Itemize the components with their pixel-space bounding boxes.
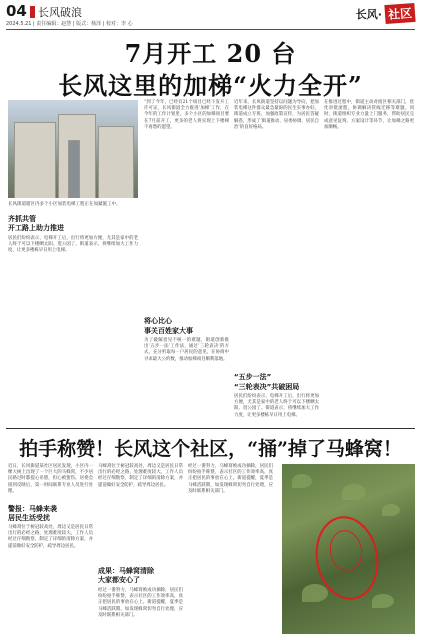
wasp-nest-photo <box>282 464 415 634</box>
article1-paragraph: 居民们纷纷表示，电梯开工后，出行将更加方便，尤其是家中的老人终于可以下楼晒太阳、逛公园了。街道表示，将继续加大工作力度，让更多楼栋早日用上电梯。 <box>234 394 319 418</box>
section-marker <box>30 6 35 18</box>
subhead: 齐抓共管 <box>8 215 36 223</box>
page-number: 04 <box>6 2 27 20</box>
subhead: 开工路上助力推进 <box>8 224 64 232</box>
article-divider <box>6 428 415 429</box>
main-headline-line2: 长风这里的加梯“火力全开” <box>58 71 363 100</box>
page-header <box>0 0 421 30</box>
main-headline-line1: 7月开工 20 台 <box>124 39 297 68</box>
article2-paragraph: 经过一番努力，马蜂窝被成功摘除，居民们纷纷拍手称赞，表示社区的工作效率高，真正把居民的事放在心上。街道提醒，夏季是马蜂活跃期，如发现蜂窝切勿自行处理，应及时联系相关部门。 <box>98 588 183 618</box>
subhead: “三轮表决”共破困局 <box>234 383 300 391</box>
article1-paragraph: 在推进过程中，街道主动对接区相关部门，优化审批流程，协调解决管线迁移等难题。同时，街道组织专业力量上门服务，帮助居民完成意见征询、方案设计等环节，让加梯之路更加顺畅。 <box>324 100 414 130</box>
article2-paragraph: 马蜂窝位于树冠较高处，周边又是居民日常出行的必经之路，处理难度较大。工作人员经过仔细勘察，制定了详细的清除方案，并提前做好安全防护，疏导周边居民。 <box>98 464 183 488</box>
subhead: 将心比心 <box>144 317 172 325</box>
construction-photo <box>8 100 138 198</box>
article1-paragraph: 为了破解意见不统一的难题，街道创新推出‘五步一法’工作法，通过‘三轮表决’的方式，充分听取每一户居民的意见，在协商中寻求最大公约数，推动加梯项目顺利落地。 <box>144 338 229 362</box>
brand-text: 长风· <box>355 7 382 21</box>
second-headline: 拍手称赞！长风这个社区，“捅”掉了马蜂窝！ <box>19 438 402 460</box>
article1-paragraph: 近年来，长风街道坚持以问题为导向，把加装电梯这件群众最急最盼的民生实事办好。街道成立专班，加强政策宣传，为居民答疑解惑，形成了‘街道推动、居委协调、居民自治’的良好格局。 <box>234 100 319 130</box>
brand-seal: 社区 <box>384 3 415 24</box>
subhead: 成果：马蜂窝清除 <box>98 567 154 575</box>
edition-line: 2024.5.21 | 责任编辑：赵慧 | 版式：杨泽 | 校对：李 心 <box>6 21 133 27</box>
subhead: 警报：马蜂来袭 <box>8 505 57 513</box>
article2-paragraph: 经过一番努力，马蜂窝被成功摘除，居民们纷纷拍手称赞，表示社区的工作效率高，真正把居民的事放在心上。街道提醒，夏季是马蜂活跃期，如发现蜂窝切勿自行处理，应及时联系相关部门。 <box>188 464 273 494</box>
subhead: “五步一法” <box>234 373 272 381</box>
article2-paragraph: 马蜂窝位于树冠较高处，周边又是居民日常出行的必经之路，处理难度较大。工作人员经过仔细勘察，制定了详细的清除方案，并提前做好安全防护，疏导周边居民。 <box>8 525 93 549</box>
subhead: 大家都安心了 <box>98 576 140 584</box>
section-name: 长风破浪 <box>38 6 82 19</box>
article1-paragraph: 居民们纷纷表示，电梯开工后，出行将更加方便，尤其是家中的老人终于可以下楼晒太阳、逛公园了。街道表示，将继续加大工作力度，让更多楼栋早日用上电梯。 <box>8 236 138 254</box>
article2-paragraph: 近日，长风街道某社区居民发现，小区内一棵大树上出现了一个巨大的马蜂窝，不少居民路过时都提心吊胆，担心被蜇伤。居委会接到反映后，第一时间联系专业人员进行处理。 <box>8 464 93 494</box>
subhead: 事关百姓家大事 <box>144 327 193 335</box>
article1-paragraph: “到了今年，已经有21个项目已经下发开工许可证，长风街道全力推进‘加梯’工作，在今年的工作计划里，多个小区的加梯项目要在7月前开工，更多的老人将实现上下楼梯不再愁的愿望。 <box>144 100 229 130</box>
brand-logo <box>356 4 415 23</box>
subhead: 居民生活受扰 <box>8 514 50 522</box>
photo-caption: 长风街道辖区内多个小区加装电梯工程正在加紧施工中。 <box>8 202 121 207</box>
header-rule <box>6 29 415 30</box>
